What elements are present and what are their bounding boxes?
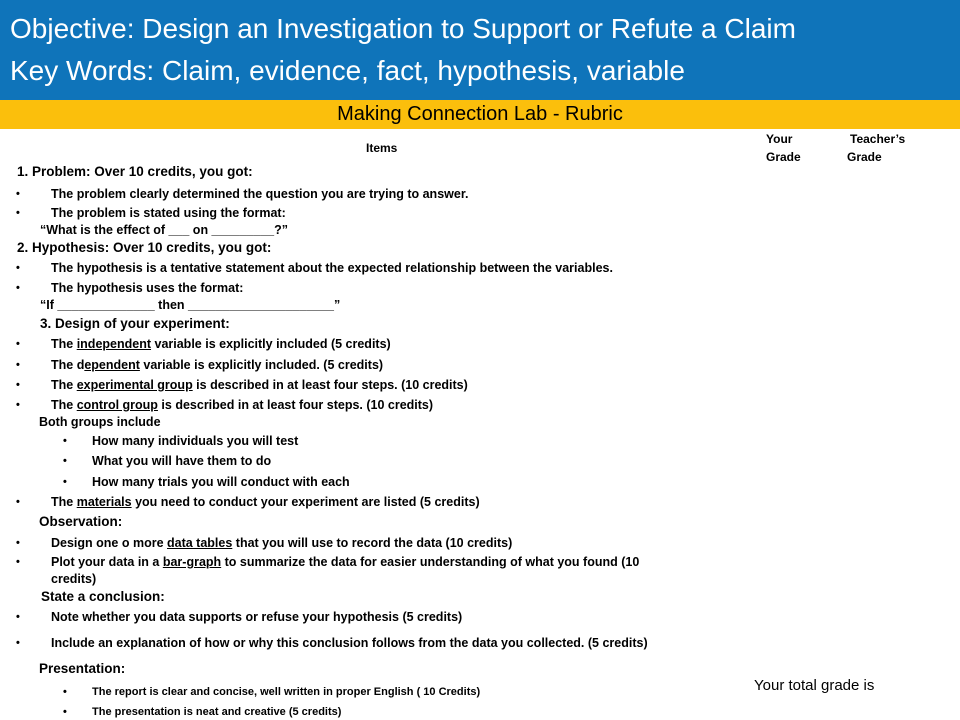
design-item-experimental-group: The experimental group is described in at least four steps. (10 credits) [51,378,468,392]
observation-heading: Observation: [39,514,123,529]
observation-item-bar-graph: Plot your data in a bar-graph to summarize the data for easier understanding of what you found (10 [51,555,640,569]
group-subitem-tasks: What you will have them to do [92,454,272,468]
bullet-icon: • [63,686,67,698]
bullet-icon: • [16,399,20,411]
header-banner [0,0,960,100]
bullet-icon: • [63,435,67,447]
bullet-icon: • [16,611,20,623]
both-groups-label: Both groups include [39,415,161,429]
design-heading: 3. Design of your experiment: [40,316,230,331]
conclusion-item-explanation: Include an explanation of how or why this conclusion follows from the data you collected. (5 credits) [51,636,648,650]
objective-title: Objective: Design an Investigation to Support or Refute a Claim [10,13,796,44]
bullet-icon: • [16,282,20,294]
items-column-header: Items [366,141,398,155]
problem-item-1: The problem clearly determined the question you are trying to answer. [51,187,469,201]
design-item-independent: The independent variable is explicitly included (5 credits) [51,337,391,351]
bullet-icon: • [16,637,20,649]
design-item-dependent: The dependent variable is explicitly included. (5 credits) [51,358,384,372]
hypothesis-heading: 2. Hypothesis: Over 10 credits, you got: [17,240,272,255]
presentation-item-neat: The presentation is neat and creative (5 credits) [92,706,342,718]
teacher-grade-header-line1: Teacher’s [850,132,906,146]
your-grade-header-line1: Your [766,132,793,146]
bullet-icon: • [63,455,67,467]
presentation-item-report: The report is clear and concise, well written in proper English ( 10 Credits) [92,686,481,698]
presentation-heading: Presentation: [39,661,126,676]
observation-item-data-tables: Design one o more data tables that you will use to record the data (10 credits) [51,536,513,550]
problem-format: “What is the effect of ___ on _________?” [40,223,289,237]
problem-heading: 1. Problem: Over 10 credits, you got: [17,164,253,179]
bullet-icon: • [16,338,20,350]
bullet-icon: • [16,379,20,391]
bullet-icon: • [63,476,67,488]
conclusion-heading: State a conclusion: [41,589,165,604]
rubric-title: Making Connection Lab - Rubric [0,100,960,129]
bullet-icon: • [16,188,20,200]
design-item-control-group: The control group is described in at least four steps. (10 credits) [51,398,434,412]
bullet-icon: • [16,359,20,371]
bullet-icon: • [16,496,20,508]
hypothesis-item-1: The hypothesis is a tentative statement about the expected relationship between the variables. [51,261,613,275]
problem-item-2: The problem is stated using the format: [51,206,286,220]
your-grade-header-line2: Grade [766,150,801,164]
group-subitem-individuals: How many individuals you will test [92,434,299,448]
conclusion-item-support: Note whether you data supports or refuse your hypothesis (5 credits) [51,610,463,624]
bullet-icon: • [16,556,20,568]
group-subitem-trials: How many trials you will conduct with each [92,475,350,489]
keywords-title: Key Words: Claim, evidence, fact, hypothesis, variable [10,55,685,86]
design-item-materials: The materials you need to conduct your experiment are listed (5 credits) [51,495,480,509]
bullet-icon: • [63,706,67,718]
bullet-icon: • [16,262,20,274]
observation-item-bar-graph-continued: credits) [51,572,97,586]
hypothesis-item-2: The hypothesis uses the format: [51,281,244,295]
bullet-icon: • [16,537,20,549]
total-grade-label: Your total grade is [754,677,875,694]
bullet-icon: • [16,207,20,219]
teacher-grade-header-line2: Grade [847,150,882,164]
hypothesis-format: “If ______________ then _____________________” [40,298,341,312]
